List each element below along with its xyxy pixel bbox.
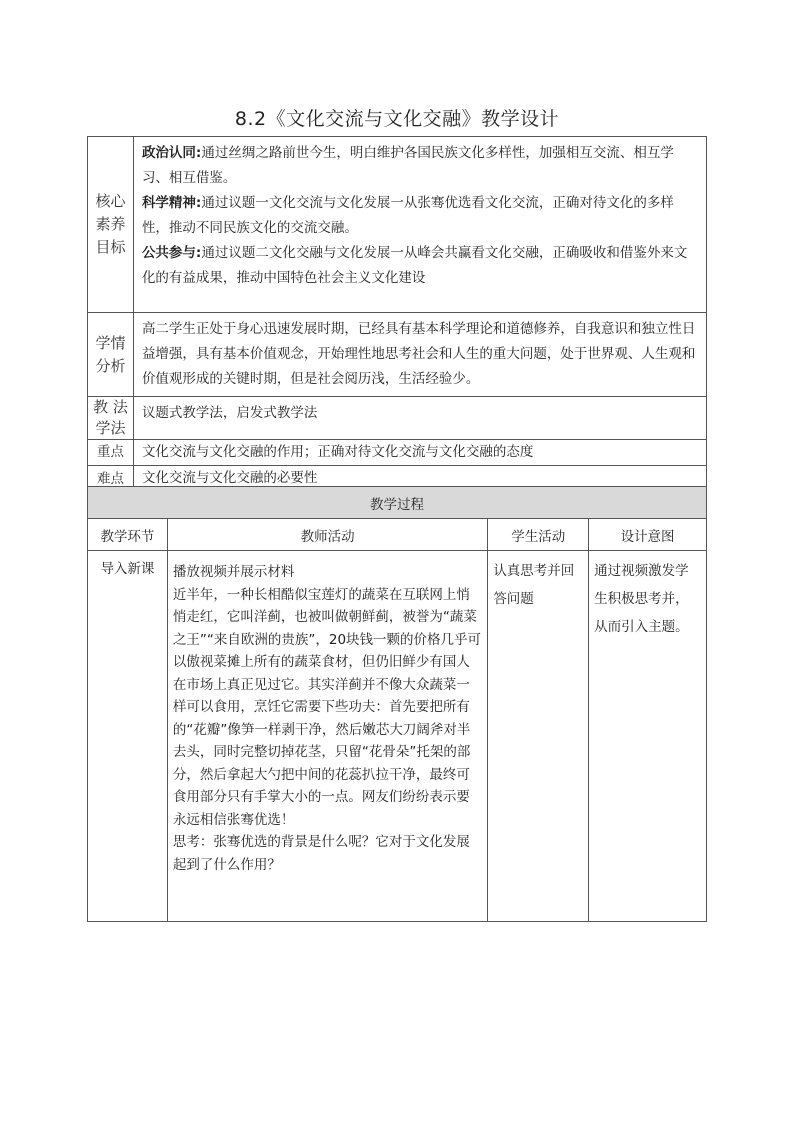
teacher-activity-line: 播放视频并展示材料 — [172, 564, 295, 580]
overview-table — [87, 136, 707, 494]
header-teacher: 教师活动 — [167, 519, 487, 551]
difficulty-text: 文化交流与文化交融的必要性 — [133, 466, 706, 494]
key-point-label: 重点 — [88, 440, 134, 466]
process-row-intro — [88, 551, 707, 922]
student-analysis-label: 学情 分析 — [88, 313, 134, 397]
process-title: 教学过程 — [88, 487, 707, 519]
key-point-text: 文化交流与文化交融的作用；正确对待文化交流与文化交融的态度 — [133, 440, 706, 466]
core-literacy-content — [133, 137, 706, 313]
core-literacy-label: 核心 素养 目标 — [88, 137, 134, 313]
header-stage: 教学环节 — [88, 519, 168, 551]
student-analysis-text: 高二学生正处于身心迅速发展时期，已经具有基本科学理论和道德修养，自我意识和独立性日益增强，具有基本价值观念，开始理性地思考社会和人生的重大问题，处于世界观、人生观和价值观形成的关键时期，但是社会阅历浅，生活经验少。 — [133, 313, 706, 397]
student-analysis-row — [88, 313, 707, 397]
methods-row — [88, 397, 707, 440]
methods-text: 议题式教学法，启发式教学法 — [133, 397, 706, 440]
process-title-row — [88, 487, 707, 519]
goal-science: 科学精神:通过议题一文化交流与文化发展一从张骞优选看文化交流，正确对待文化的多样性，推动不同民族文化的交流交融。 — [141, 195, 674, 236]
methods-label: 教 法 学法 — [88, 397, 134, 440]
process-header-row — [88, 519, 707, 551]
teacher-activity-question: 思考：张骞优选的背景是什么呢？它对于文化发展起到了什么作用？ — [172, 834, 470, 873]
goal-participation: 公共参与:通过议题二文化交融与文化发展一从峰会共赢看文化交融，正确吸收和借鉴外来文化的有益成果，推动中国特色社会主义文化建设 — [141, 245, 688, 286]
core-literacy-row — [88, 137, 707, 313]
header-student: 学生活动 — [488, 519, 589, 551]
header-intent: 设计意图 — [589, 519, 707, 551]
document-title: 8.2《文化交流与文化交融》教学设计 — [234, 108, 560, 130]
design-intent-cell: 通过视频激发学生积极思考并，从而引入主题。 — [589, 551, 707, 922]
difficulty-label: 难点 — [88, 466, 134, 494]
teacher-activity-material: 近半年，一种长相酷似宝莲灯的蔬菜在互联网上悄悄走红，它叫洋蓟，也被叫做朝鲜蓟，被誉为“蔬菜之王”“来自欧洲的贵族”，20块钱一颗的价格几乎可以傲视菜摊上所有的蔬菜食材，但仍旧鲜少有国人在市场上真正见过它。其实洋蓟并不像大众蔬菜一样可以食用，烹饪它需要下些功夫：首先要把所有的“花瓣”像笋一样剥干净，然后嫩芯大刀阔斧对半去头，同时完整切掉花茎，只留“花骨朵”托架的部分，然后拿起大勺把中间的花蕊扒拉干净，最终可食用部分只有手掌大小的一点。网友们纷纷表示要永远相信张骞优选！ — [172, 586, 482, 828]
process-table — [87, 486, 707, 922]
stage-cell: 导入新课 — [88, 551, 168, 922]
key-point-row — [88, 440, 707, 466]
teacher-activity-cell — [167, 551, 487, 922]
goal-political: 政治认同:通过丝绸之路前世今生，明白维护各国民族文化多样性，加强相互交流、相互学习、相互借鉴。 — [141, 145, 674, 186]
student-activity-cell: 认真思考并回答问题 — [488, 551, 589, 922]
